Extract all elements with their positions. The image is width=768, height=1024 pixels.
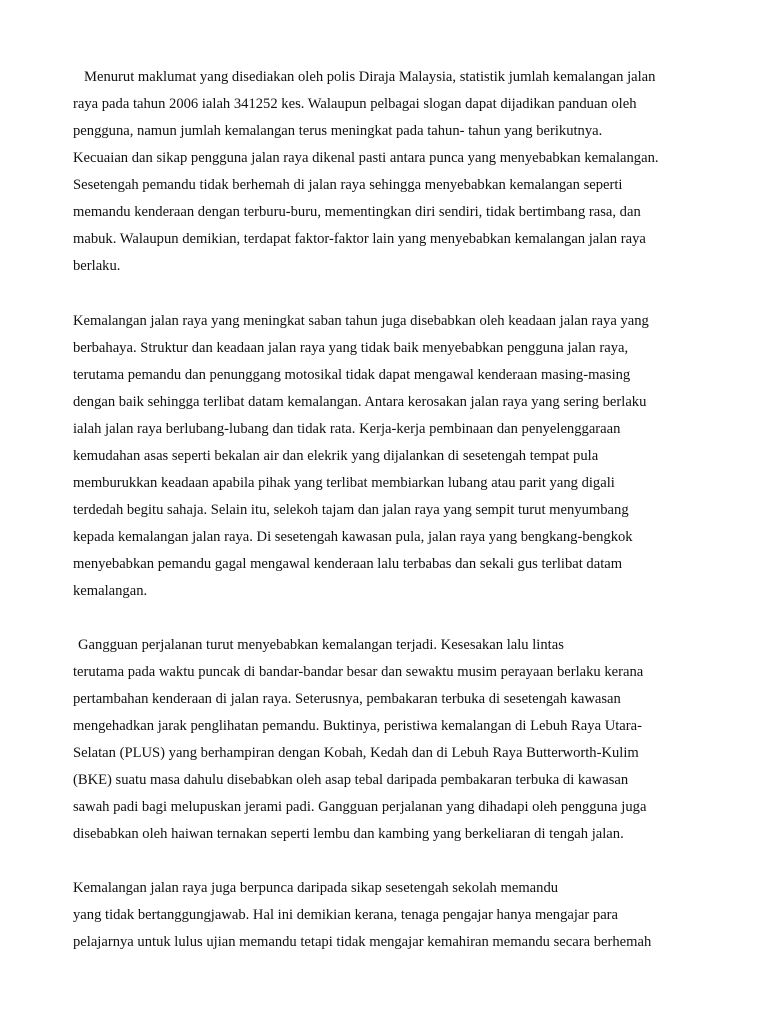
text-line: Sesetengah pemandu tidak berhemah di jalan raya sehingga menyebabkan kemalangan seperti (73, 177, 623, 193)
text-line: Selatan (PLUS) yang berhampiran dengan Kobah, Kedah dan di Lebuh Raya Butterworth-Kulim (73, 745, 639, 761)
text-line: Menurut maklumat yang disediakan oleh polis Diraja Malaysia, statistik jumlah kemalangan jalan (84, 69, 656, 85)
text-line: mabuk. Walaupun demikian, terdapat faktor-faktor lain yang menyebabkan kemalangan jalan raya (73, 231, 646, 247)
text-line: dengan baik sehingga terlibat datam kemalangan. Antara kerosakan jalan raya yang sering berlaku (73, 394, 647, 410)
text-line: terutama pemandu dan penunggang motosikal tidak dapat mengawal kenderaan masing-masing (73, 367, 631, 383)
text-line: kemudahan asas seperti bekalan air dan elekrik yang dijalankan di sesetengah tempat pula (73, 448, 599, 464)
text-line: terutama pada waktu puncak di bandar-bandar besar dan sewaktu musim perayaan berlaku kerana (73, 664, 644, 680)
text-line: Kemalangan jalan raya yang meningkat saban tahun juga disebabkan oleh keadaan jalan raya yang (73, 313, 649, 329)
text-line: pengguna, namun jumlah kemalangan terus meningkat pada tahun- tahun yang berikutnya. (73, 123, 603, 139)
text-line: terdedah begitu sahaja. Selain itu, selekoh tajam dan jalan raya yang sempit turut menyumbang (73, 502, 629, 518)
text-line: pertambahan kenderaan di jalan raya. Seterusnya, pembakaran terbuka di sesetengah kawasan (73, 691, 621, 707)
text-line: kepada kemalangan jalan raya. Di sesetengah kawasan pula, jalan raya yang bengkang-bengkok (73, 529, 633, 545)
text-line: raya pada tahun 2006 ialah 341252 kes. Walaupun pelbagai slogan dapat dijadikan panduan oleh (73, 96, 637, 112)
text-line: Gangguan perjalanan turut menyebabkan kemalangan terjadi. Kesesakan lalu lintas (78, 637, 564, 653)
text-line: memburukkan keadaan apabila pihak yang terlibat membiarkan lubang atau parit yang digali (73, 475, 615, 491)
text-line: menyebabkan pemandu gagal mengawal kenderaan lalu terbabas dan sekali gus terlibat datam (73, 556, 623, 572)
text-line: memandu kenderaan dengan terburu-buru, mementingkan diri sendiri, tidak bertimbang rasa, dan (73, 204, 641, 220)
text-line: disebabkan oleh haiwan ternakan seperti lembu dan kambing yang berkeliaran di tengah jalan. (73, 826, 624, 842)
text-line: ialah jalan raya berlubang-lubang dan tidak rata. Kerja-kerja pembinaan dan penyelenggaraan (73, 421, 621, 437)
text-line: mengehadkan jarak penglihatan pemandu. Buktinya, peristiwa kemalangan di Lebuh Raya Utara- (73, 718, 642, 734)
text-line: yang tidak bertanggungjawab. Hal ini demikian kerana, tenaga pengajar hanya mengajar para (73, 907, 619, 923)
text-line: Kemalangan jalan raya juga berpunca daripada sikap sesetengah sekolah memandu (73, 880, 559, 896)
text-line: sawah padi bagi melupuskan jerami padi. Gangguan perjalanan yang dihadapi oleh pengguna juga (73, 799, 647, 815)
text-line: pelajarnya untuk lulus ujian memandu tetapi tidak mengajar kemahiran memandu secara berhemah (73, 934, 652, 950)
text-line: Kecuaian dan sikap pengguna jalan raya dikenal pasti antara punca yang menyebabkan kemalangan. (73, 150, 659, 166)
text-line: berlaku. (73, 258, 121, 274)
text-line: berbahaya. Struktur dan keadaan jalan raya yang tidak baik menyebabkan pengguna jalan raya, (73, 340, 629, 356)
text-line: kemalangan. (73, 583, 148, 599)
text-line: (BKE) suatu masa dahulu disebabkan oleh asap tebal daripada pembakaran terbuka di kawasan (73, 772, 629, 788)
